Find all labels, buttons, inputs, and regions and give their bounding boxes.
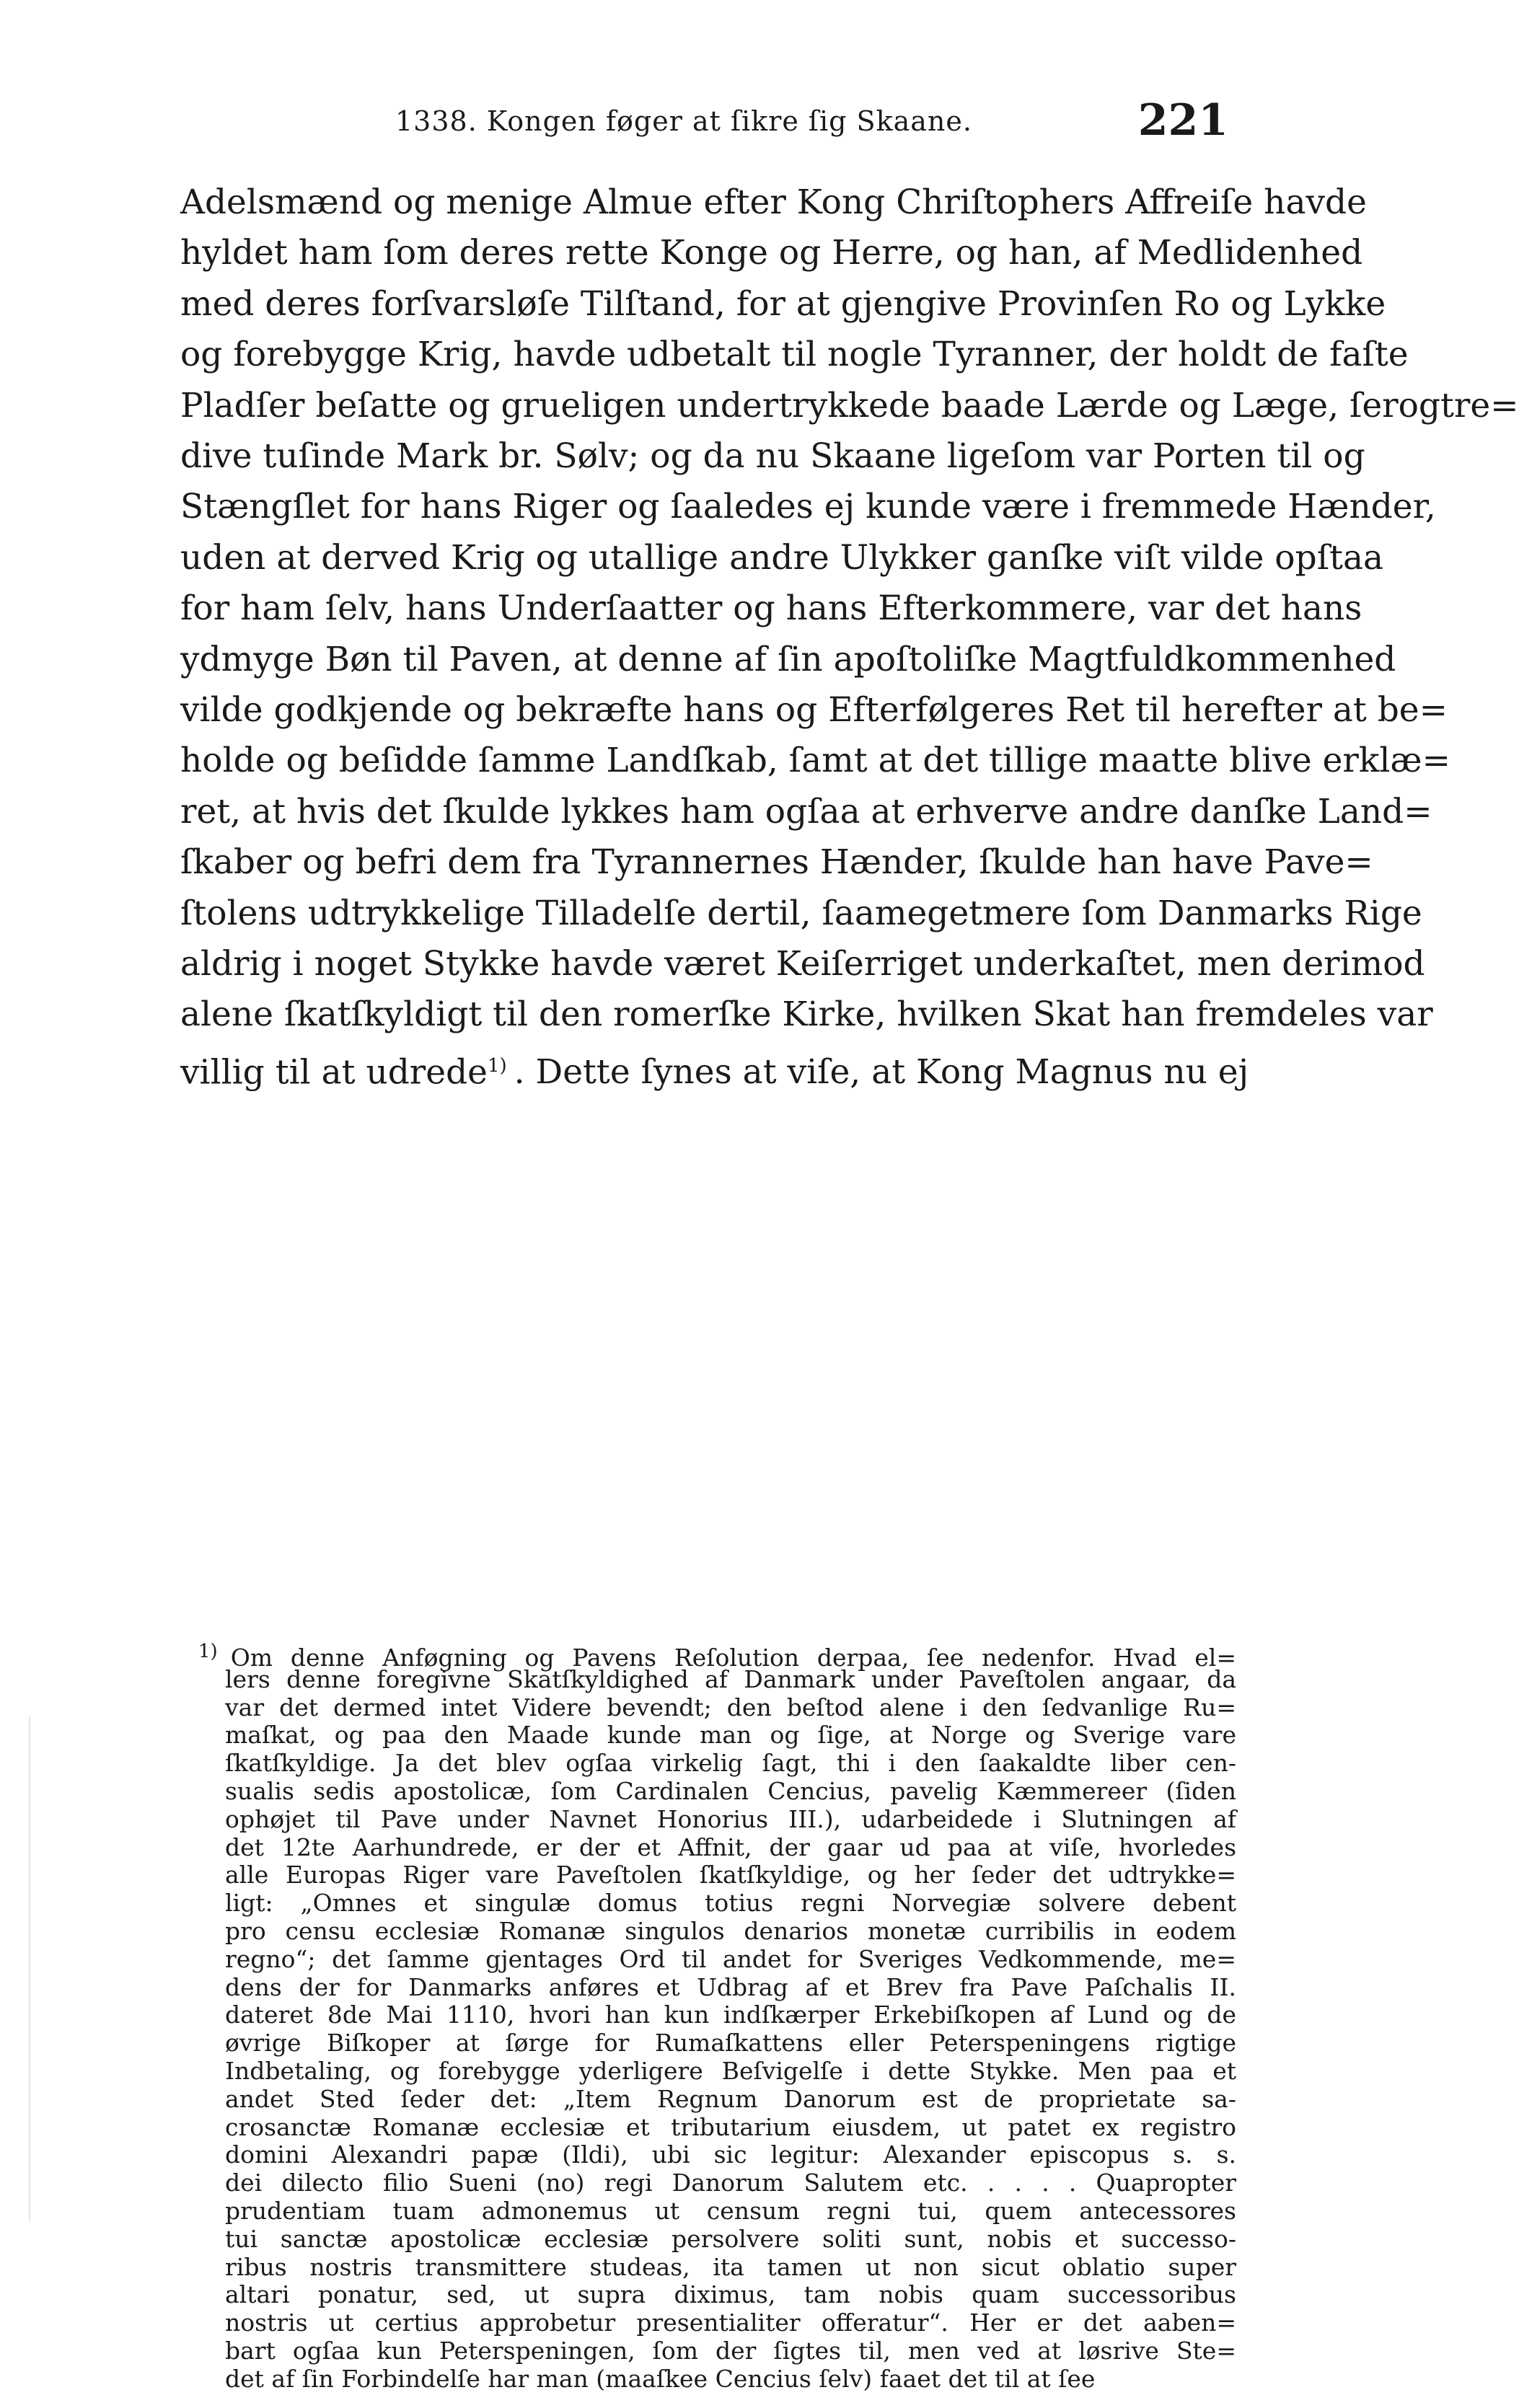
text-line: dive tuſinde Mark br. Sølv; og da nu Skaane ligeſom var Porten til og (180, 436, 1365, 476)
text-line: og forebygge Krig, havde udbetalt til nogle Tyranner, der holdt de faſte (180, 335, 1409, 375)
text-line: for ham ſelv, hans Underſaatter og hans Efterkommere, var det hans (180, 588, 1362, 629)
footnote-line: altari ponatur, sed, ut supra diximus, tam nobis quam successoribus (225, 2280, 1236, 2309)
footnote-line: maſkat, og paa den Maade kunde man og ſige, at Norge og Sverige vare (225, 1721, 1236, 1750)
footnote-line: pro censu ecclesiæ Romanæ singulos denarios monetæ curribilis in eodem (225, 1917, 1236, 1945)
margin-shadow (29, 1716, 30, 2221)
footnote-line: prudentiam tuam admonemus ut censum regni tui, quem antecessores (225, 2197, 1236, 2225)
text-line: Stængſlet for hans Riger og ſaaledes ej kunde være i fremmede Hænder, (180, 487, 1436, 527)
footnote-line: ſkatſkyldige. Ja det blev ogſaa virkelig ſagt, thi i den ſaakaldte liber cen- (225, 1749, 1236, 1778)
footnote-line: sualis sedis apostolicæ, ſom Cardinalen Cencius, pavelig Kæmmereer (ſiden (225, 1777, 1236, 1805)
text-line: ſtolens udtrykkelige Tilladelſe dertil, ſaamegetmere ſom Danmarks Rige (180, 893, 1422, 933)
footnote-line: det 12te Aarhundrede, er der et Affnit, der gaar ud paa at viſe, hvorledes (225, 1833, 1236, 1861)
footnote-line: dens der for Danmarks anføres et Udbrag af et Brev fra Pave Paſchalis II. (225, 1972, 1236, 2001)
page-header (395, 95, 1228, 153)
footnote-line: det af ſin Forbindelſe har man (maaſkee Cencius ſelv) faaet det til at ſee (225, 2364, 1096, 2393)
text-line: ret, at hvis det ſkulde lykkes ham ogſaa at erhverve andre danſke Land= (180, 791, 1432, 832)
footnote-line (198, 1636, 1236, 1672)
text-line: uden at derved Krig og utallige andre Ulykker ganſke viſt vilde opſtaa (180, 537, 1384, 578)
footnote-line: ribus nostris transmittere studeas, ita tamen ut non sicut oblatio super (225, 2252, 1236, 2281)
footnote-line: domini Alexandri papæ (Ildi), ubi sic legitur: Alexander episcopus s. s. (225, 2140, 1236, 2169)
text-line: holde og beſidde ſamme Landſkab, ſamt at det tillige maatte blive erklæ= (180, 741, 1450, 781)
footnote-line: crosanctæ Romanæ ecclesiæ et tributarium eiusdem, ut patet ex registro (225, 2112, 1236, 2141)
footnote-line: dei dilecto filio Sueni (no) regi Danorum Salutem etc. . . . . Quapropter (225, 2169, 1236, 2197)
text-line: vilde godkjende og bekræfte hans og Efterfølgeres Ret til herefter at be= (180, 690, 1448, 730)
footnote-line: lers denne foregivne Skatſkyldighed af Danmark under Paveſtolen angaar, da (225, 1664, 1236, 1693)
running-title: 1338. Kongen føger at ſikre ſig Skaane. (395, 105, 972, 137)
footnote-line: var det dermed intet Videre bevendt; den beſtod alene i den ſedvanlige Ru= (225, 1693, 1236, 1721)
footnote-reference: 1) (487, 1054, 507, 1077)
footnote-line: tui sanctæ apostolicæ ecclesiæ persolvere soliti sunt, nobis et successo- (225, 2224, 1236, 2253)
footnote-line: ophøjet til Pave under Navnet Honorius III.), udarbeidede i Slutningen af (225, 1804, 1236, 1833)
text-line: med deres forſvarsløſe Tilſtand, for at gjengive Provinſen Ro og Lykke (180, 283, 1386, 324)
footnote-line: regno“; det ſamme gjentages Ord til andet for Sveriges Vedkommende, me= (225, 1944, 1236, 1973)
text-line: ſkaber og befri dem fra Tyrannernes Hænder, ſkulde han have Pave= (180, 842, 1373, 883)
text-line: Adelsmænd og menige Almue efter Kong Chriſtophers Affreiſe havde (180, 182, 1367, 222)
footnote-text: Om denne Anføgning og Pavens Reſolution derpaa, ſee nedenfor. Hvad el= (230, 1644, 1236, 1672)
text-line: hyldet ham ſom deres rette Konge og Herre, og han, af Medlidenhed (180, 233, 1363, 273)
page-number: 221 (1137, 95, 1228, 146)
text-line: villig til at udrede$^{1)}$ . Dette ſynes at viſe, at Kong Magnus nu ej (180, 1052, 1249, 1093)
text-line: Pladſer beſatte og grueligen undertrykkede baade Lærde og Læge, ſerogtre= (180, 385, 1519, 425)
footnote-line: alle Europas Riger vare Paveſtolen ſkatſkyldige, og her ſeder det udtrykke= (225, 1861, 1236, 1889)
footnote-line: dateret 8de Mai 1110, hvori han kun indſkærper Erkebiſkopen af Lund og de (225, 2001, 1236, 2029)
footnote-line: ligt: „Omnes et singulæ domus totius regni Norvegiæ solvere debent (225, 1889, 1236, 1918)
text-line: ydmyge Bøn til Paven, at denne af ſin apoſtoliſke Magtfuldkommenhed (180, 639, 1396, 679)
footnote-line: bart ogſaa kun Peterspeningen, ſom der ſigtes til, men ved at løsrive Ste= (225, 2337, 1236, 2365)
footnote-line: Indbetaling, og forebygge yderligere Beſvigelſe i dette Stykke. Men paa et (225, 2057, 1236, 2085)
text-line-continuation: . Dette ſynes at viſe, at Kong Magnus nu ej (514, 1052, 1249, 1093)
footnote-line: nostris ut certius approbetur presentialiter offeratur“. Her er det aaben= (225, 2308, 1236, 2337)
text-line: aldrig i noget Stykke havde været Keiſerriget underkaſtet, men derimod (180, 944, 1425, 984)
footnote-marker: 1) (198, 1641, 218, 1662)
footnote-line: øvrige Biſkoper at ſørge for Rumaſkattens eller Peterspeningens rigtige (225, 2029, 1236, 2058)
footnote-line: andet Sted ſeder det: „Item Regnum Danorum est de proprietate sa- (225, 2084, 1236, 2113)
text-line: alene ſkatſkyldigt til den romerſke Kirke, hvilken Skat han fremdeles var (180, 994, 1433, 1035)
